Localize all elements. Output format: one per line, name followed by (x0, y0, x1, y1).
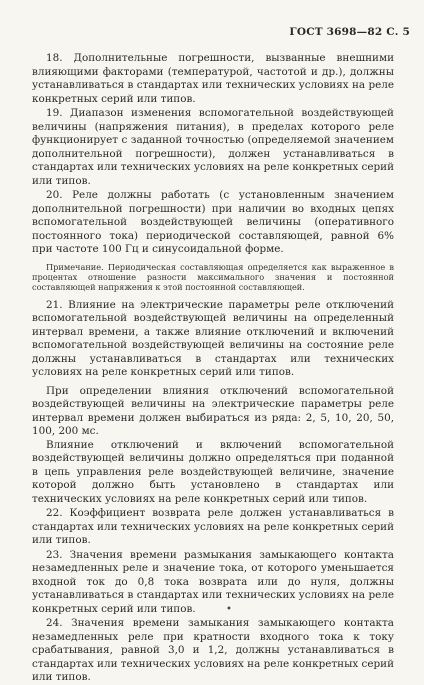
paragraph-21-interval: При определении влияния отключений вспомогательной воздействующей величины на электрические параметры реле интервал времени должен выбираться из ряда: 2, 5, 10, 20, 50, 100, 200 мс. (32, 384, 394, 438)
paragraph-20: 20. Реле должны работать (с установленным значением дополнительной погрешности) при наличии во входных цепях вспомогательной воздействующей величины (оперативного постоянного тока) периодической составляющей, равной 6% при частоте 100 Гц и синусоидальной форме. (32, 189, 394, 255)
paragraph-19: 19. Диапазон изменения вспомогательной воздействующей величины (напряжения питания), в пределах которого реле функционирует с заданной точностью (определяемой значением дополнительной погрешности), должен устанавливаться в стандартах или технических условиях на реле конкретных серий или типов. (32, 107, 394, 187)
paragraph-18: 18. Дополнительные погрешности, вызванные внешними влияющими факторами (температурой, частотой и др.), должны устанавливаться в стандартах или технических условиях на реле конкретных серий или типов. (32, 52, 394, 105)
paragraph-24: 24. Значения времени замыкания замыкающего контакта незамедленных реле при кратности входного тока к току срабатывания, равной 3,0 и 1,2, должны устанавливаться в стандартах или технических условиях на реле конкретных серий или типов. (32, 617, 394, 684)
paragraph-23: 23. Значения времени размыкания замыкающего контакта незамедленных реле и значение тока, от которого уменьшается входной ток до 0,8 тока возврата или до нуля, должны устанавливаться в стандартах или технических условиях на реле конкретных серий или типов. (32, 548, 394, 615)
paragraph-21: 21. Влияние на электрические параметры реле отключений вспомогательной воздействующей величины на определенный интервал времени, а также влияние отключений и включений вспомогательной воздействующей величины на состояние реле должны устанавливаться в стандартах или технических условиях на реле конкретных серий или типов. (32, 298, 394, 379)
document-body (32, 52, 394, 685)
note-paragraph: Примечание. Периодическая составляющая определяется как выраженное в процентах отношение разности максимального значения и постоянной составляющей напряжения к этой постоянной составляющей. (32, 261, 394, 293)
paragraph-22: 22. Коэффициент возврата реле должен устанавливаться в стандартах или технических условиях на реле конкретных серий или типов. (32, 507, 394, 547)
paragraph-21-influence: Влияние отключений и включений вспомогательной воздействующей величины должно определяться при поданной в цепь управления реле воздействующей величине, значение которой должно быть установлено в стандартах или технических условиях на реле конкретных серий или типов. (32, 438, 394, 505)
page-header: ГОСТ 3698—82 С. 5 (289, 26, 410, 38)
page-mark: • (226, 604, 232, 615)
